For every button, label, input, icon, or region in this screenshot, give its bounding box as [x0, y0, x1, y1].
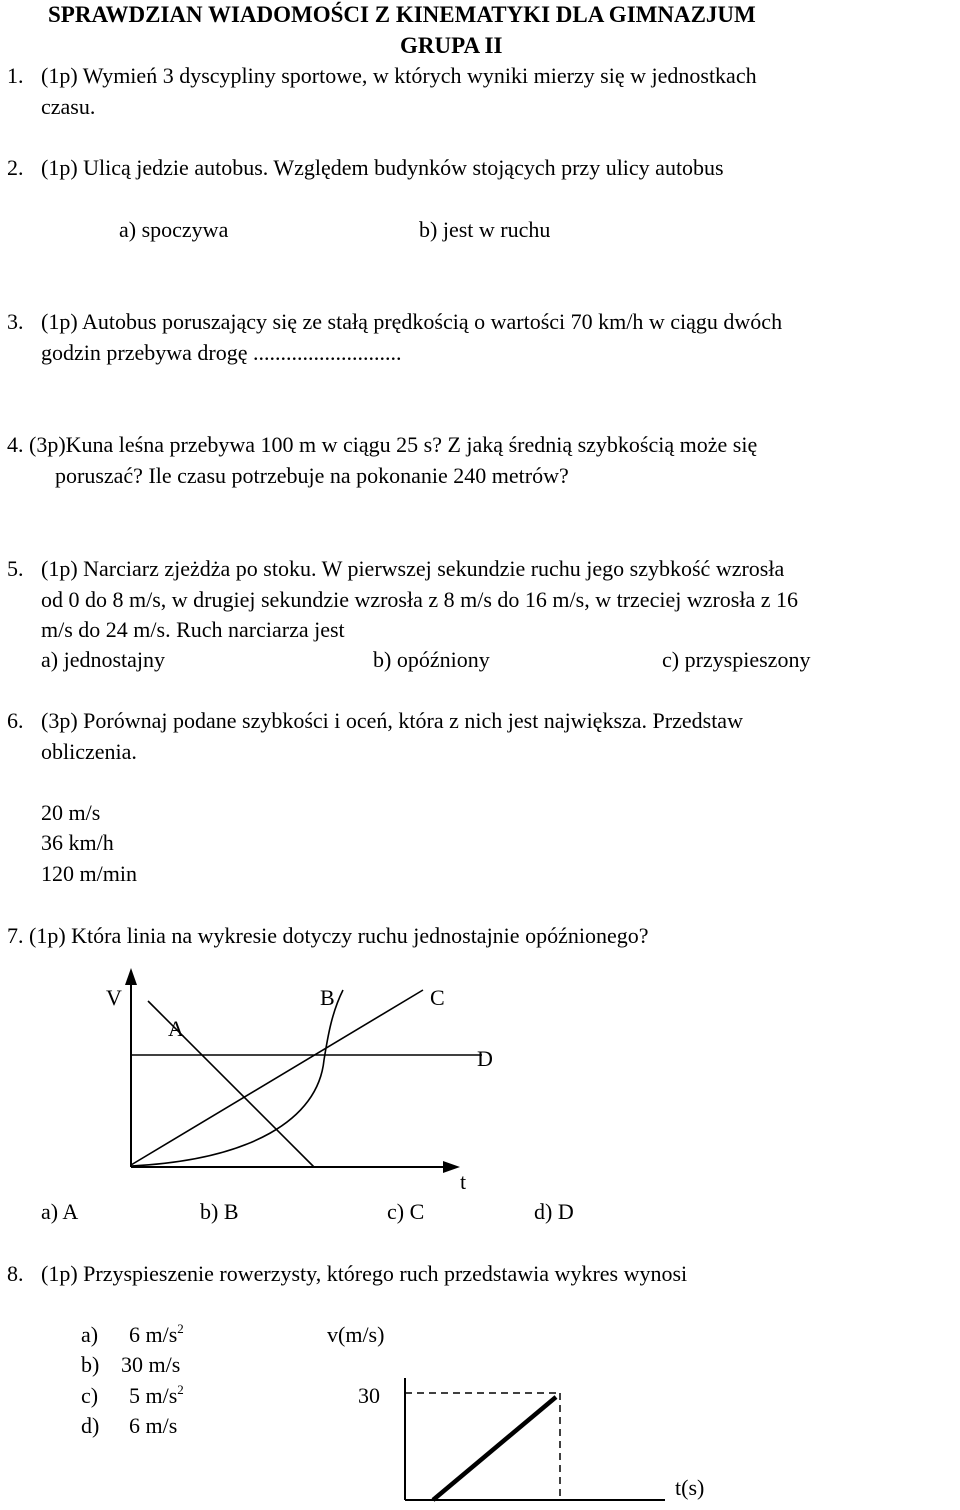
q8-option-a-value: 6 $m/s^2$: [129, 1321, 184, 1347]
q6-text-line-2: obliczenia.: [41, 739, 137, 764]
q5-option-c: c) przyspieszony: [662, 647, 811, 672]
q5-option-b: b) opóźniony: [373, 647, 490, 672]
q4-text-line-2: poruszać? Ile czasu potrzebuje na pokonanie 240 metrów?: [55, 463, 569, 488]
q7-option-b: b) B: [200, 1199, 239, 1224]
q6-number: 6.: [7, 708, 24, 733]
q6-text-line-1: (3p) Porównaj podane szybkości i oceń, która z nich jest największa. Przedstaw: [41, 708, 743, 733]
q8-text: (1p) Przyspieszenie rowerzysty, którego ruch przedstawia wykres wynosi: [41, 1261, 688, 1286]
q8-velocity-line: [433, 1397, 556, 1500]
q8-option-d-value: 6 m/s: [129, 1413, 178, 1438]
q5-text-line-2: od 0 do 8 m/s, w drugiej sekundzie wzrosła z 8 m/s do 16 m/s, w trzeciej wzrosła z 16: [41, 587, 799, 612]
q8-option-d-letter: d): [81, 1413, 100, 1438]
q7-label-a: A: [168, 1016, 184, 1041]
title-line-2: GRUPA II: [400, 33, 503, 58]
q8-option-c-value: 5 $m/s^2$: [129, 1382, 184, 1408]
q7-label-b: B: [320, 985, 335, 1010]
q2-option-a: a) spoczywa: [119, 217, 229, 242]
q8-option-a-letter: a): [81, 1322, 99, 1347]
q8-option-c-exponent: 2: [177, 1382, 184, 1397]
q8-option-c-letter: c): [81, 1383, 99, 1408]
q4-text-line-1: 4. (3p)Kuna leśna przebywa 100 m w ciągu 25 s? Z jaką średnią szybkością może się: [7, 432, 758, 457]
q8-option-b-letter: b): [81, 1352, 100, 1377]
q5-text-line-3: m/s do 24 m/s. Ruch narciarza jest: [41, 617, 345, 642]
q7-option-d: d) D: [534, 1199, 574, 1224]
title-line-1: SPRAWDZIAN WIADOMOŚCI Z KINEMATYKI DLA GIMNAZJUM: [48, 2, 756, 27]
q5-option-a: a) jednostajny: [41, 647, 166, 672]
q7-text: 7. (1p) Która linia na wykresie dotyczy ruchu jednostajnie opóźnionego?: [7, 923, 649, 948]
q2-option-b: b) jest w ruchu: [419, 217, 551, 242]
q7-x-axis-label: t: [460, 1169, 467, 1194]
q7-y-axis-arrow: [125, 968, 137, 985]
q7-option-a: a) A: [41, 1199, 79, 1224]
q1-text-line-2: czasu.: [41, 94, 96, 119]
q7-label-d: D: [477, 1046, 493, 1071]
q3-number: 3.: [7, 309, 24, 334]
q8-x-axis-label: t(s): [675, 1475, 705, 1500]
q8-option-b-value: 30 m/s: [121, 1352, 181, 1377]
q1-text-line-1: (1p) Wymień 3 dyscypliny sportowe, w których wyniki mierzy się w jednostkach: [41, 63, 757, 88]
q5-text-line-1: (1p) Narciarz zjeżdża po stoku. W pierwszej sekundzie ruchu jego szybkość wzrosła: [41, 556, 785, 581]
q6-value-1: 20 m/s: [41, 800, 101, 825]
q5-number: 5.: [7, 556, 24, 581]
q6-value-3: 120 m/min: [41, 861, 137, 886]
q7-x-axis-arrow: [443, 1161, 460, 1173]
q8-number: 8.: [7, 1261, 24, 1286]
q8-option-a-exponent: 2: [177, 1321, 184, 1336]
q6-value-2: 36 km/h: [41, 830, 114, 855]
q8-y-axis-label: v(m/s): [327, 1322, 385, 1347]
q3-text-line-2: godzin przebywa drogę ...........................: [41, 340, 402, 365]
q3-text-line-1: (1p) Autobus poruszający się ze stałą prędkością o wartości 70 km/h w ciągu dwóch: [41, 309, 783, 334]
q7-label-c: C: [430, 985, 445, 1010]
q2-text: (1p) Ulicą jedzie autobus. Względem budynków stojących przy ulicy autobus: [41, 155, 724, 180]
q8-y-tick-label: 30: [358, 1383, 380, 1408]
q1-number: 1.: [7, 63, 24, 88]
q7-option-c: c) C: [387, 1199, 425, 1224]
q7-y-axis-label: V: [106, 985, 122, 1010]
q2-number: 2.: [7, 155, 24, 180]
